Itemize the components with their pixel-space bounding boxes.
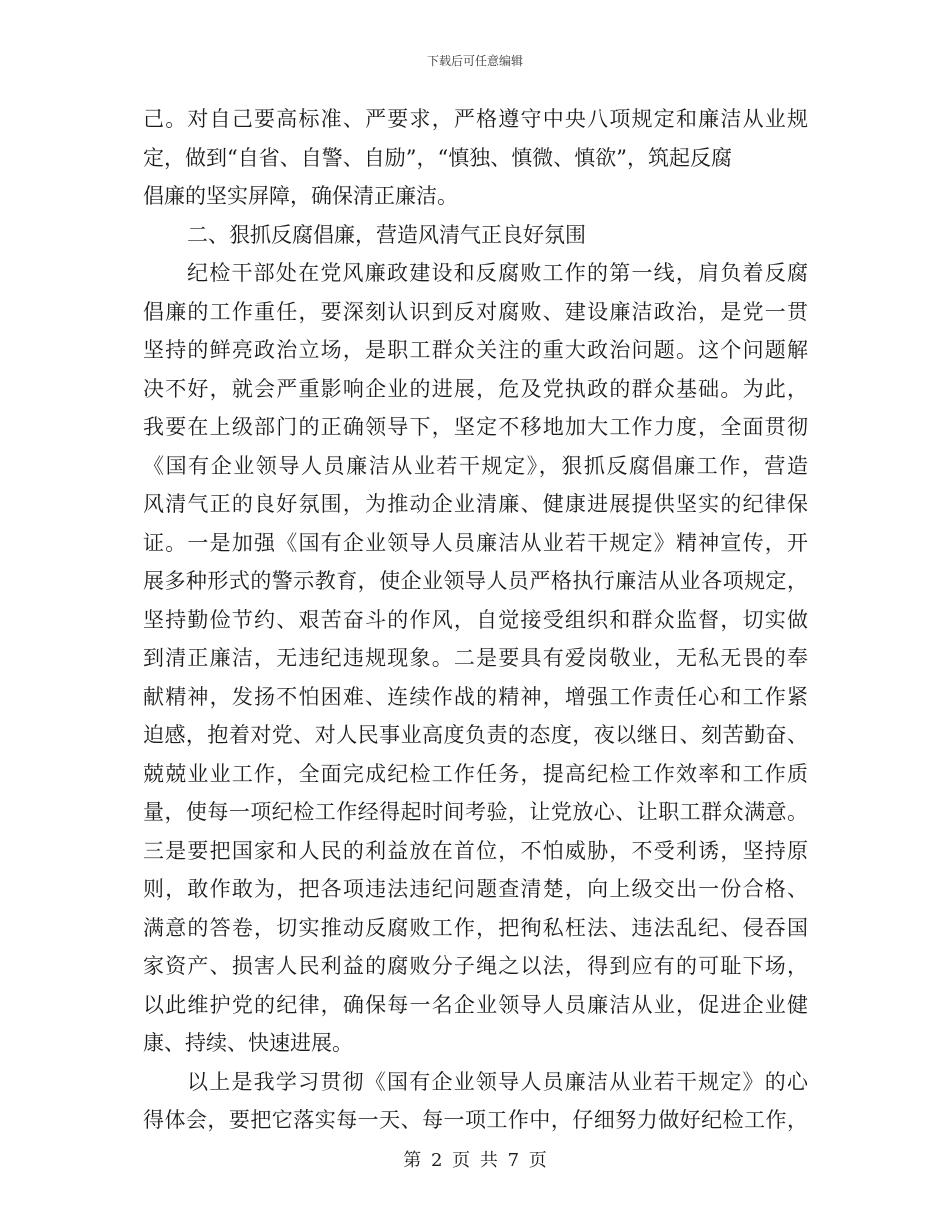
- text-line: 迫感，抱着对党、对人民事业高度负责的态度，夜以继日、刻苦勤奋、: [143, 723, 809, 747]
- text-line: 得体会，要把它落实每一天、每一项工作中，仔细努力做好纪检工作，: [143, 1108, 809, 1132]
- text-line: 我要在上级部门的正确领导下，坚定不移地加大工作力度，全面贯彻: [143, 415, 810, 439]
- text-line: 家资产、损害人民利益的腐败分子绳之以法，得到应有的可耻下场，: [143, 954, 810, 978]
- text-line: 到清正廉洁，无违纪违规现象。二是要具有爱岗敬业，无私无畏的奉: [143, 646, 810, 670]
- text-line: 己。对自己要高标准、严要求，严格遵守中央八项规定和廉洁从业规: [143, 107, 810, 131]
- text-line: 倡廉的坚实屏障，确保清正廉洁。: [143, 184, 458, 208]
- text-line: 证。一是加强《国有企业领导人员廉洁从业若干规定》精神宣传，开: [143, 530, 810, 555]
- text-line: 二、狠抓反腐倡廉，营造风清气正良好氛围: [187, 222, 586, 247]
- text-line: 决不好，就会严重影响企业的进展，危及党执政的群众基础。为此，: [143, 376, 810, 401]
- text-line: 坚持的鲜亮政治立场，是职工群众关注的重大政治问题。这个问题解: [143, 338, 810, 362]
- text-line: 以此维护党的纪律，确保每一名企业领导人员廉洁从业，促进企业健: [143, 992, 810, 1017]
- text-line: 满意的答卷，切实推动反腐败工作，把徇私枉法、违法乱纪、侵吞国: [143, 915, 810, 940]
- text-line: 定，做到“自省、自警、自励”，“慎独、慎微、慎欲”，筑起反腐: [143, 145, 732, 170]
- page-number-footer: 第 2 页 共 7 页: [403, 1150, 547, 1171]
- text-line: 展多种形式的警示教育，使企业领导人员严格执行廉洁从业各项规定，: [143, 569, 809, 593]
- text-line: 则，敢作敢为，把各项违法违纪问题查清楚，向上级交出一份合格、: [143, 877, 810, 901]
- text-line: 康、持续、快速进展。: [143, 1031, 353, 1055]
- text-line: 风清气正的良好氛围，为推动企业清廉、健康进展提供坚实的纪律保: [143, 492, 810, 516]
- text-line: 量，使每一项纪检工作经得起时间考验，让党放心、让职工群众满意。: [143, 800, 809, 824]
- text-line: 兢兢业业工作，全面完成纪检工作任务，提高纪检工作效率和工作质: [143, 761, 810, 786]
- text-line: 《国有企业领导人员廉洁从业若干规定》，狠抓反腐倡廉工作，营造: [143, 453, 810, 478]
- text-line: 三是要把国家和人民的利益放在首位，不怕威胁，不受利诱，坚持原: [143, 838, 810, 863]
- document-body: [143, 100, 808, 1140]
- text-line: 纪检干部处在党风廉政建设和反腐败工作的第一线，肩负着反腐: [187, 261, 810, 285]
- text-line: 坚持勤俭节约、艰苦奋斗的作风，自觉接受组织和群众监督，切实做: [143, 607, 810, 632]
- text-line: 献精神，发扬不怕困难、连续作战的精神，增强工作责任心和工作紧: [143, 684, 810, 709]
- page-header: 下载后可任意编辑: [426, 54, 523, 68]
- text-line: 倡廉的工作重任，要深刻认识到反对腐败、建设廉洁政治，是党一贯: [143, 299, 810, 324]
- text-line: 以上是我学习贯彻《国有企业领导人员廉洁从业若干规定》的心: [187, 1069, 810, 1094]
